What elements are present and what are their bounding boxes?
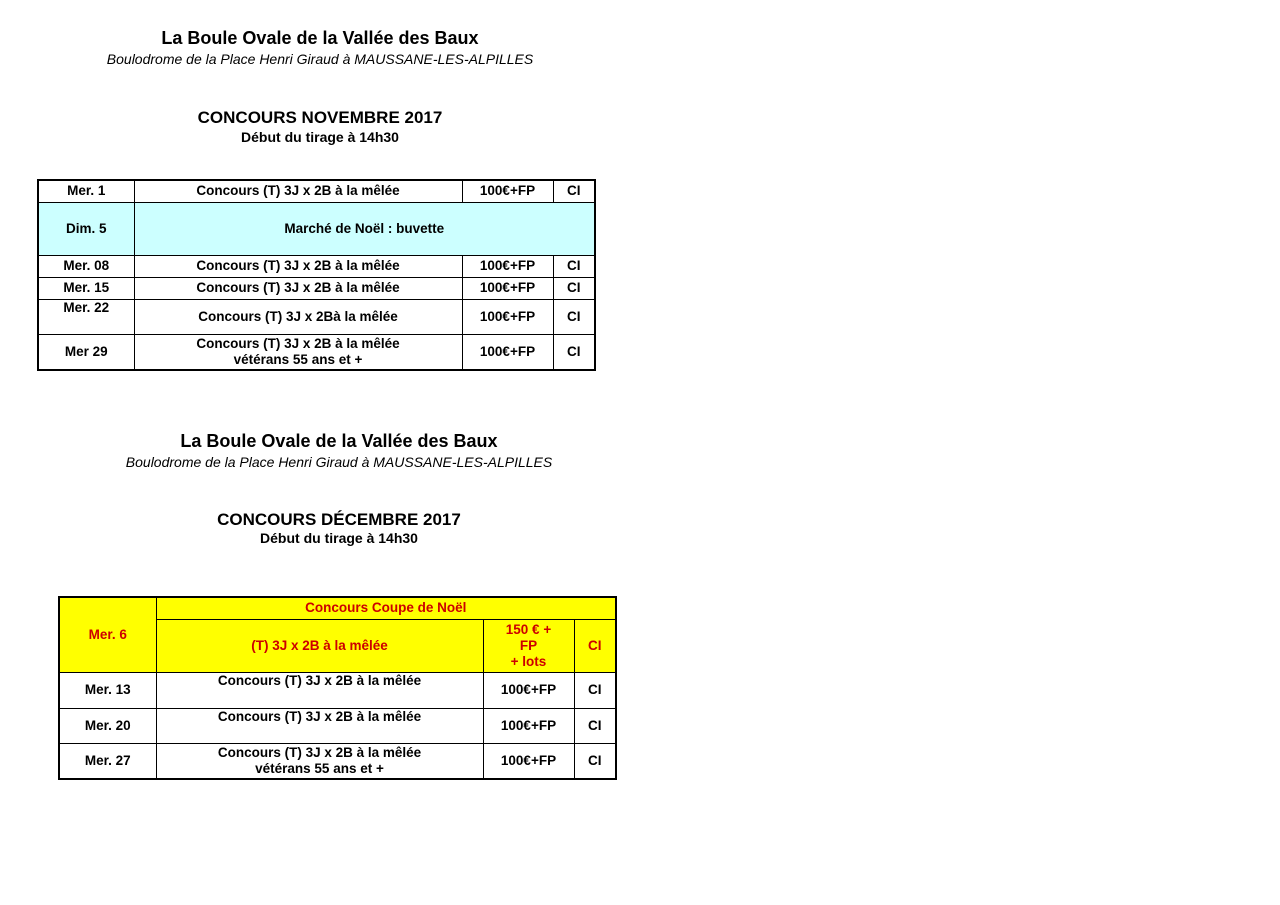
event-cell: Concours (T) 3J x 2B à la mêlée bbox=[134, 180, 462, 202]
event-cell: Concours (T) 3J x 2B à la mêlée bbox=[156, 672, 483, 708]
event-line-2: vétérans 55 ans et + bbox=[255, 760, 384, 776]
prize-cell: 100€+FP bbox=[483, 743, 574, 779]
event-cell: Concours (T) 3J x 2B à la mêlée bbox=[156, 708, 483, 743]
type-cell: CI bbox=[574, 743, 616, 779]
club-subtitle-november: Boulodrome de la Place Henri Giraud à MAUSSANE-LES-ALPILLES bbox=[106, 51, 534, 67]
prize-cell: 100€+FP bbox=[462, 180, 553, 202]
date-cell: Mer. 08 bbox=[38, 255, 134, 277]
month-subtitle-november: Début du tirage à 14h30 bbox=[241, 129, 399, 145]
event-cell-special: (T) 3J x 2B à la mêlée bbox=[156, 619, 483, 672]
event-cell bbox=[134, 334, 462, 370]
event-line-2: vétérans 55 ans et + bbox=[233, 351, 363, 367]
schedule-table-december bbox=[58, 596, 617, 780]
month-title-november: CONCOURS NOVEMBRE 2017 bbox=[197, 108, 443, 127]
type-cell: CI bbox=[574, 672, 616, 708]
club-subtitle-december: Boulodrome de la Place Henri Giraud à MAUSSANE-LES-ALPILLES bbox=[125, 454, 553, 470]
type-cell: CI bbox=[553, 277, 595, 299]
event-cell: Concours (T) 3J x 2B à la mêlée bbox=[134, 255, 462, 277]
prize-cell: 100€+FP bbox=[462, 334, 553, 370]
table-row bbox=[38, 180, 595, 202]
prize-cell: 100€+FP bbox=[483, 708, 574, 743]
table-row bbox=[59, 672, 616, 708]
date-cell: Mer. 20 bbox=[59, 708, 156, 743]
date-cell: Mer. 13 bbox=[59, 672, 156, 708]
table-row-highlight bbox=[38, 202, 595, 255]
special-event-header: Concours Coupe de Noël bbox=[156, 597, 616, 619]
type-cell: CI bbox=[574, 708, 616, 743]
date-cell: Mer. 15 bbox=[38, 277, 134, 299]
type-cell: CI bbox=[553, 255, 595, 277]
type-cell-special: CI bbox=[574, 619, 616, 672]
table-row bbox=[38, 299, 595, 334]
event-cell bbox=[156, 743, 483, 779]
event-cell: Marché de Noël : buvette bbox=[134, 202, 595, 255]
type-cell: CI bbox=[553, 334, 595, 370]
club-title-november: La Boule Ovale de la Vallée des Baux bbox=[161, 28, 479, 48]
prize-cell: 100€+FP bbox=[462, 255, 553, 277]
table-row bbox=[59, 708, 616, 743]
date-cell: Mer. 27 bbox=[59, 743, 156, 779]
club-title-december: La Boule Ovale de la Vallée des Baux bbox=[180, 431, 498, 451]
date-cell: Mer. 22 bbox=[38, 299, 134, 334]
prize-cell: 100€+FP bbox=[462, 299, 553, 334]
event-line-1: Concours (T) 3J x 2B à la mêlée bbox=[196, 335, 400, 351]
prize-cell: 100€+FP bbox=[483, 672, 574, 708]
prize-line-1: 150 € + bbox=[505, 621, 552, 637]
date-cell-special: Mer. 6 bbox=[59, 597, 156, 672]
table-row bbox=[38, 277, 595, 299]
prize-cell-special bbox=[483, 619, 574, 672]
table-row-special-header bbox=[59, 597, 616, 619]
table-row bbox=[59, 743, 616, 779]
month-title-december: CONCOURS DÉCEMBRE 2017 bbox=[217, 510, 461, 529]
date-cell: Mer 29 bbox=[38, 334, 134, 370]
date-cell: Dim. 5 bbox=[38, 202, 134, 255]
month-subtitle-december: Début du tirage à 14h30 bbox=[260, 530, 418, 546]
type-cell: CI bbox=[553, 180, 595, 202]
prize-line-2: FP bbox=[519, 637, 538, 653]
prize-line-3: + lots bbox=[510, 653, 547, 669]
prize-cell: 100€+FP bbox=[462, 277, 553, 299]
event-line-1: Concours (T) 3J x 2B à la mêlée bbox=[217, 744, 422, 760]
event-cell: Concours (T) 3J x 2B à la mêlée bbox=[134, 277, 462, 299]
event-cell: Concours (T) 3J x 2Bà la mêlée bbox=[134, 299, 462, 334]
table-row bbox=[38, 255, 595, 277]
date-cell: Mer. 1 bbox=[38, 180, 134, 202]
type-cell: CI bbox=[553, 299, 595, 334]
schedule-table-november bbox=[37, 179, 596, 371]
table-row bbox=[38, 334, 595, 370]
